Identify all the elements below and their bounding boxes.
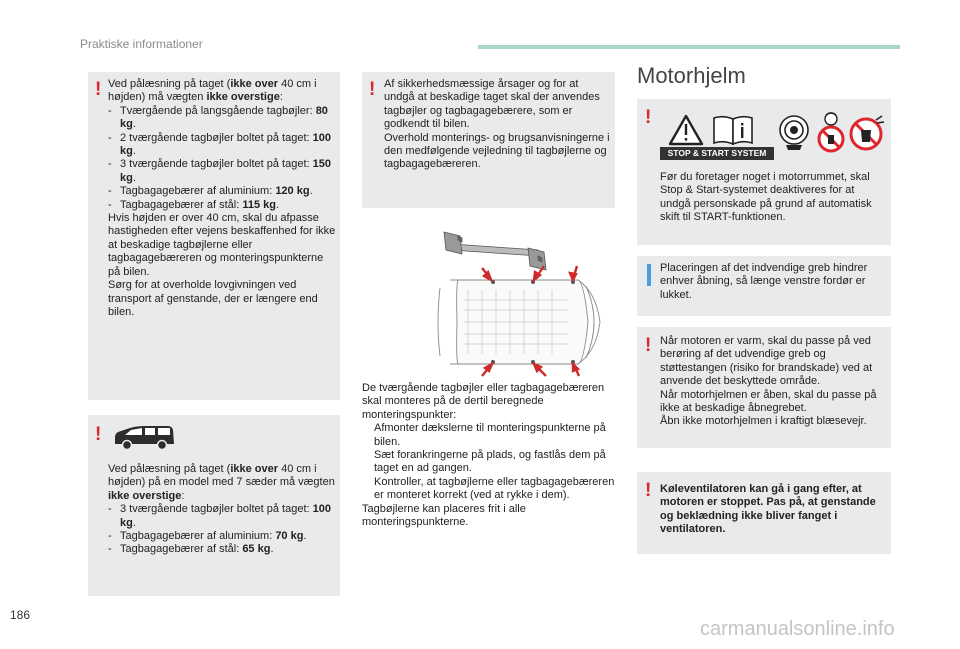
warning-triangle-icon bbox=[668, 114, 704, 146]
manual-book-icon bbox=[712, 114, 754, 146]
hot-engine-warning-text: Når motoren er varm, skal du passe på ved berøring af det udvendige greb og støttestangen (risiko for brandskade) ved at anvende det beskyttede område. Når motorhjelmen er åben, skal du passe på ikke at beskadige åbnegrebet. Åbn ikke motorhjelmen i kraftigt blæsevejr. bbox=[660, 335, 877, 428]
seven-seat-text: Ved pålæsning på taget (ikke over 40 cm i højden) på en model med 7 sæder må vægten ikke overstige: - 3 tværgående tagbøjler boltet på taget: 100 kg. - Tagbagagebærer af aluminium: 70 kg. - Tagbagagebærer af stål: 65 kg. bbox=[108, 463, 335, 556]
list-item: - 3 tværgående tagbøjler boltet på taget: 150 kg. bbox=[108, 158, 331, 184]
list-item: Kontroller, at tagbøjlerne eller tagbagagebæreren er monteret korrekt (ved at rykke i dem). bbox=[374, 475, 615, 502]
fan-warning-text: Køleventilatoren kan gå i gang efter, at motoren er stoppet. Pas på, at genstande og beklædning ikke bliver fanget i ventilatoren. bbox=[660, 483, 876, 536]
list-item: - Tagbagagebærer af stål: 65 kg. bbox=[108, 543, 274, 556]
list-item: - 3 tværgående tagbøjler boltet på taget: 100 kg. bbox=[108, 503, 331, 529]
no-hands-icon bbox=[816, 110, 846, 154]
section-title: Motorhjelm bbox=[637, 63, 746, 88]
list-item: - Tværgående på langsgående tagbøjler: 80 kg. bbox=[108, 104, 328, 131]
list-item: - Tagbagagebærer af aluminium: 70 kg. bbox=[108, 530, 307, 543]
warning-exclamation-icon: ! bbox=[645, 107, 652, 128]
info-icon bbox=[647, 264, 651, 286]
handle-info-text: Placeringen af det indvendige greb hindrer enhver åbning, så længe venstre fordør er lukket. bbox=[660, 262, 868, 301]
fan-icon bbox=[776, 112, 812, 152]
warning-exclamation-icon: ! bbox=[369, 79, 376, 100]
page-number: 186 bbox=[10, 608, 31, 622]
no-spray-icon bbox=[848, 112, 886, 156]
warning-exclamation-icon: ! bbox=[645, 335, 652, 356]
list-item: - 2 tværgående tagbøjler boltet på taget: 100 kg. bbox=[108, 131, 331, 158]
list-item: Sæt forankringerne på plads, og fastlås dem på taget en ad gangen. bbox=[374, 449, 606, 475]
header-accent-bar bbox=[478, 45, 900, 49]
warning-exclamation-icon: ! bbox=[95, 79, 102, 100]
warning-exclamation-icon: ! bbox=[645, 480, 652, 501]
list-item: Afmonter dækslerne til monteringspunkterne på bilen. bbox=[374, 422, 606, 448]
safety-text: Af sikkerhedsmæssige årsager og for at undgå at beskadige taget skal der anvendes tagbøjler og tagbagagebærere, som er godkendt til bilen. Overhold monterings- og brugsanvisningerne i den medfølgende vejledning til tagbøjlerne og tagbagagebæreren. bbox=[384, 78, 610, 171]
stop-start-label: STOP & START SYSTEM bbox=[660, 147, 774, 160]
roof-bar-illustration bbox=[378, 222, 618, 380]
mounting-instructions: De tværgående tagbøjler eller tagbagagebæreren skal monteres på de dertil beregnede monteringspunkter: Afmonter dækslerne til monteringspunkterne på bilen. Sæt forankringerne på plads, og fastlås dem på taget en ad gangen. Kontroller, at tagbøjlerne eller tagbagagebæreren er monteret korrekt (ved at rykke i dem). Tagbøjlerne kan placeres frit i alle monteringspunkterne. bbox=[362, 382, 618, 529]
watermark: carmanualsonline.info bbox=[700, 618, 895, 640]
stop-start-warning-text: Før du foretager noget i motorrummet, skal Stop & Start-systemet deaktiveres for at undgå personskade på grund af automatisk skift til START-funktionen. bbox=[660, 171, 872, 224]
roof-load-text: Ved pålæsning på taget (ikke over 40 cm i højden) må vægten ikke overstige: - Tværgående på langsgående tagbøjler: 80 kg. - 2 tværgående tagbøjler boltet på taget: 100 kg. - 3 tværgående tagbøjler boltet på taget: 150 kg. - Tagbagagebærer af aluminium: 120 kg. - Tagbagagebærer af stål: 115 kg. Hvis højden er over 40 cm, skal du afpasse hastigheden efter vejens beskaffenhed for ikke at beskadige tagbøjlerne eller tagbagagebæreren og monteringspunkterne på bilen. Sørg for at overholde lovgivningen ved transport af genstande, der er længere end bilen. bbox=[108, 78, 336, 318]
warning-exclamation-icon: ! bbox=[95, 424, 102, 445]
list-item: - Tagbagagebærer af aluminium: 120 kg. bbox=[108, 185, 313, 198]
van-silhouette-icon bbox=[112, 424, 176, 452]
section-header: Praktiske informationer bbox=[80, 37, 203, 51]
list-item: - Tagbagagebærer af stål: 115 kg. bbox=[108, 198, 280, 211]
